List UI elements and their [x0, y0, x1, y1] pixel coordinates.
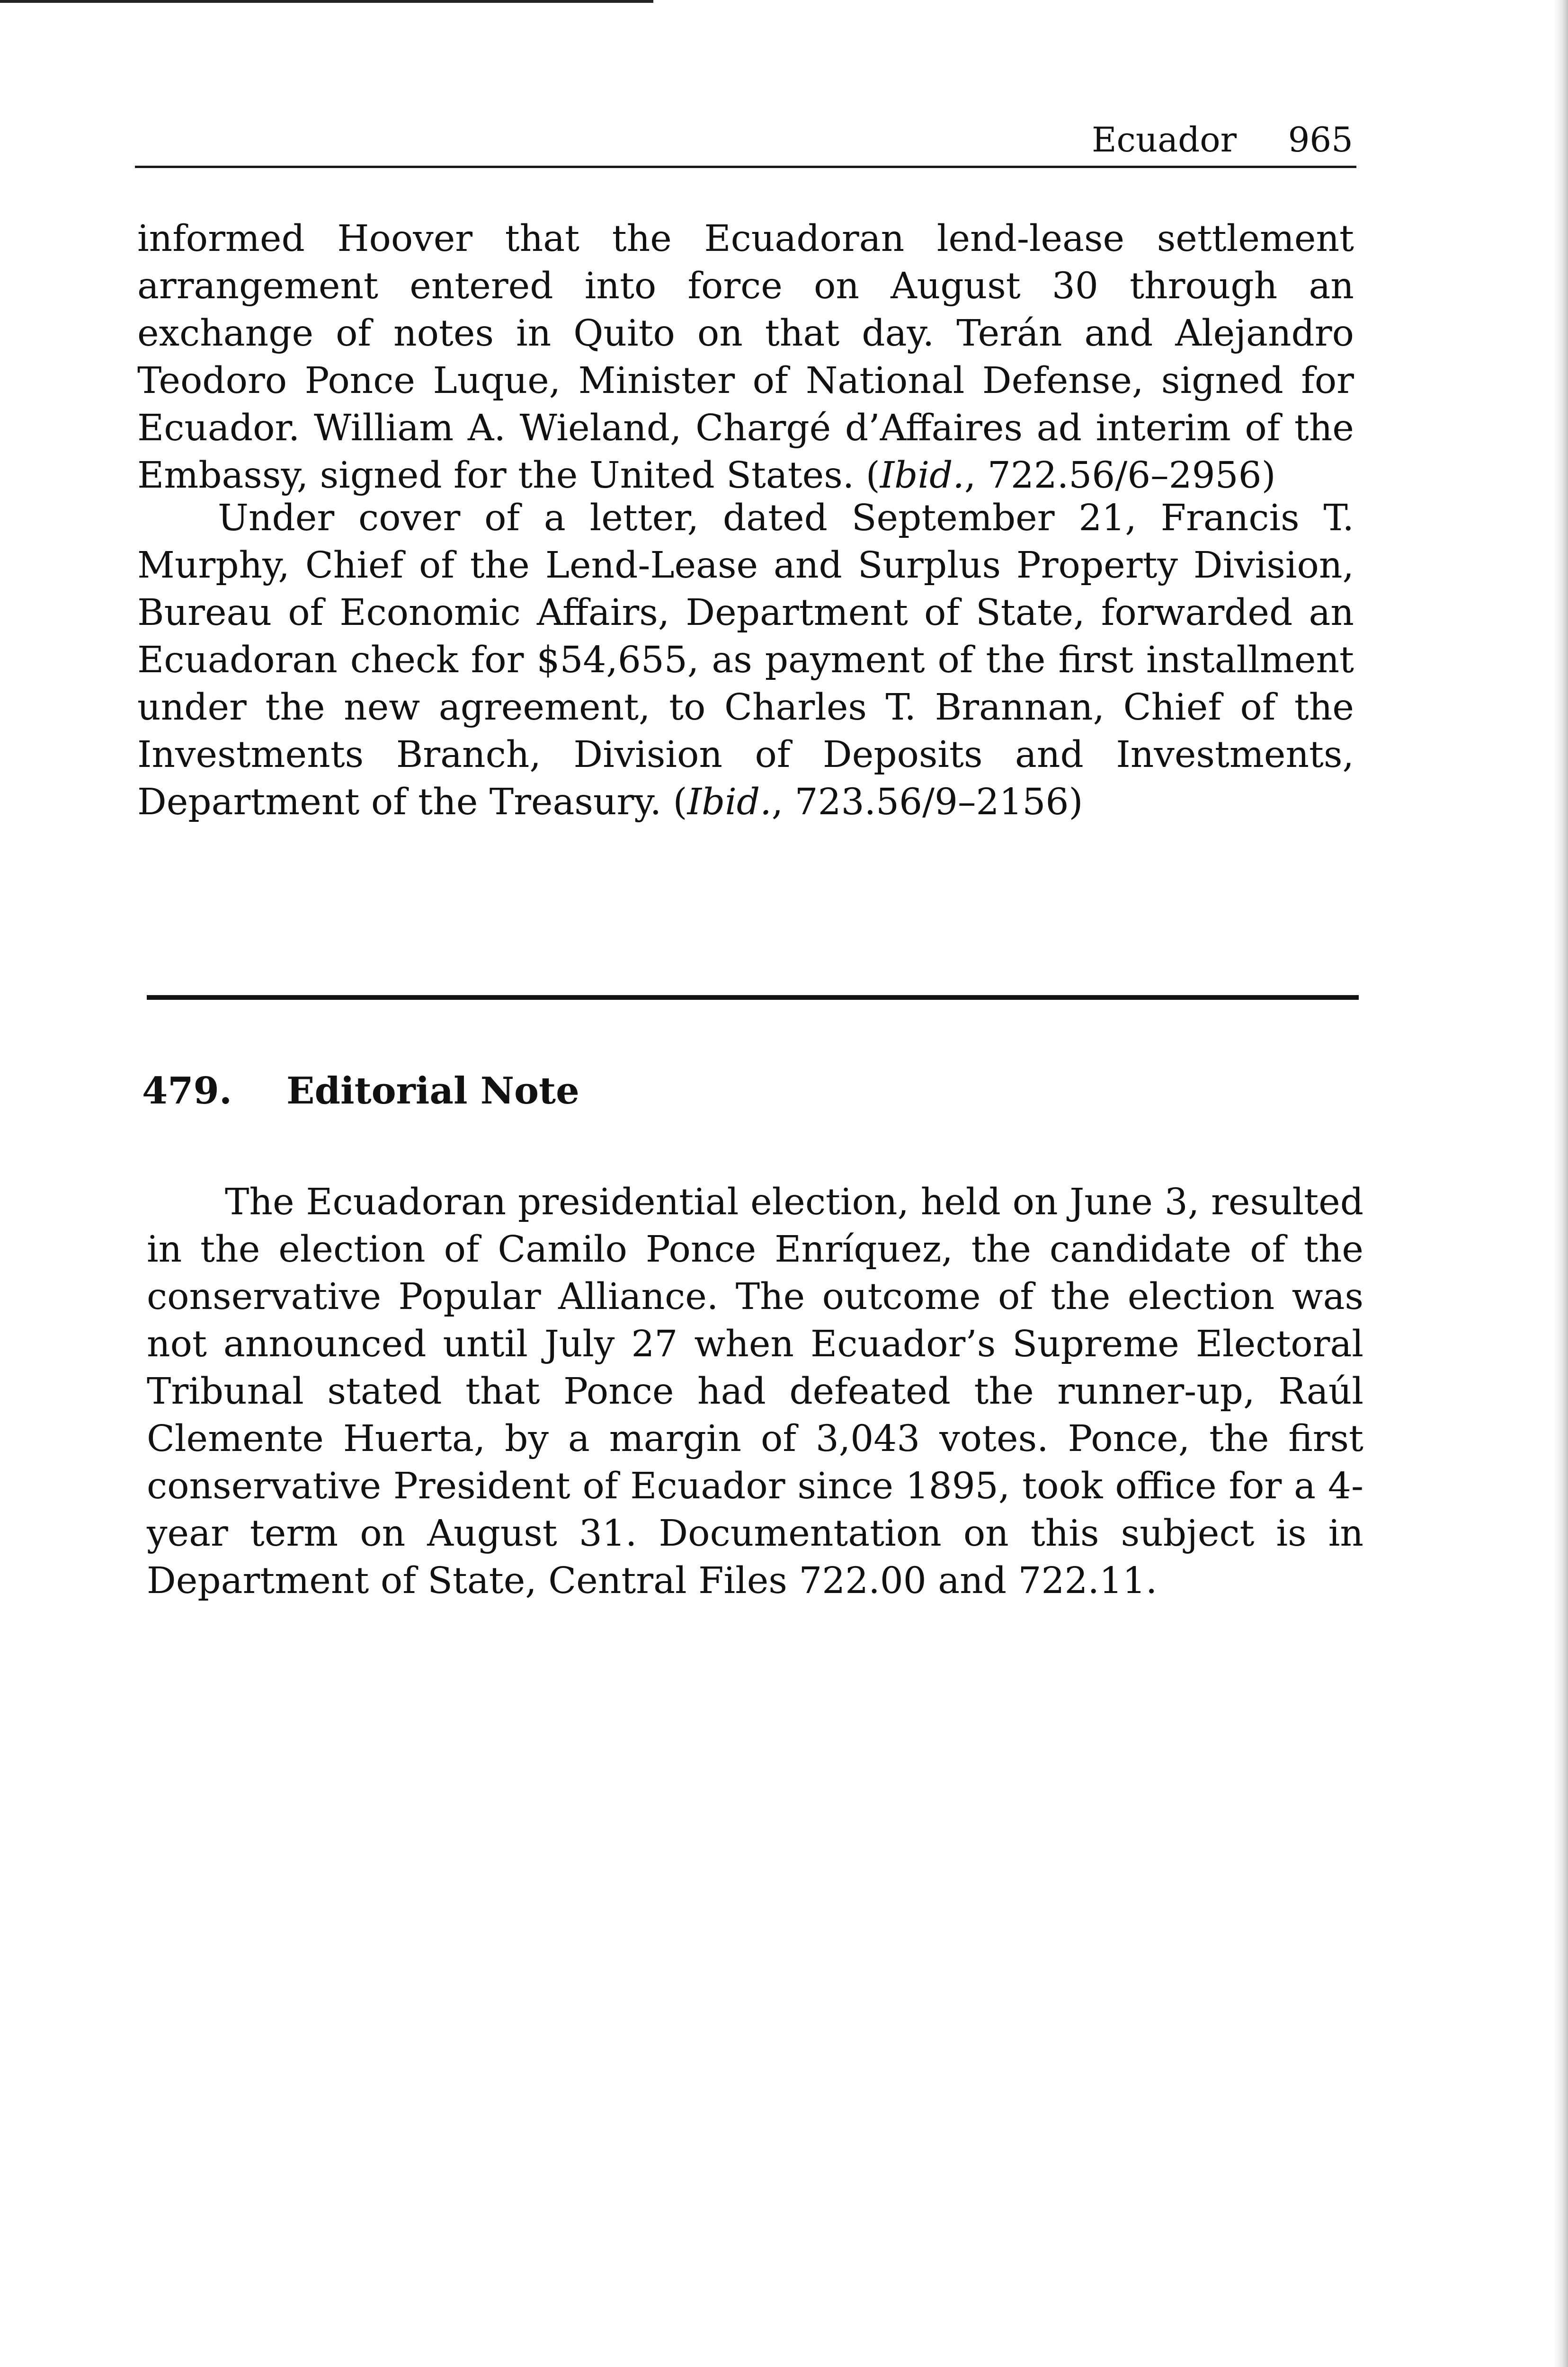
ibid-reference: Ibid. — [687, 781, 772, 823]
section-heading — [142, 1070, 579, 1112]
continued-paragraph-body: informed Hoover that the Ecuadoran lend-lease settlement arrangement entered into force on August 30 through an exchange of notes in Quito on that day. Terán and Alejandro Teodoro Ponce Luque, Minister of National Defense, signed for Ecuador. William A. Wieland, Chargé d’Affaires ad interim of the Embassy, signed for the United States. ( — [137, 218, 1354, 497]
document-number: 479. — [142, 1069, 232, 1112]
murphy-paragraph-body: Under cover of a letter, dated September 21, Francis T. Murphy, Chief of the Lend-Lease and Surplus Property Division, Bureau of Economic Affairs, Department of State, forwarded an Ecuadoran check for $54,655, as payment of the first installment under the new agreement, to Charles T. Brannan, Chief of the Investments Branch, Division of Deposits and Investments, Department of the Treasury. ( — [137, 497, 1354, 823]
editorial-note-text: The Ecuadoran presidential election, held on June 3, resulted in the election of Camilo Ponce Enríquez, the candidate of the conservative Popular Alliance. The outcome of the election was not announced until July 27 when Ecuador’s Supreme Electoral Tribunal stated that Ponce had defeated the runner-up, Raúl Clemente Huerta, by a margin of 3,043 votes. Ponce, the first conservative President of Ecuador since 1895, took office for a 4-year term on August 31. Documentation on this subject is in Department of State, Central Files 722.00 and 722.11. — [147, 1181, 1363, 1602]
page-number: 965 — [1288, 120, 1353, 160]
continued-paragraph-text — [137, 215, 1354, 499]
scan-page-edge — [1554, 0, 1568, 2367]
scan-top-rule — [0, 0, 653, 3]
continued-paragraph — [137, 215, 1354, 499]
file-citation: , 722.56/6–2956) — [964, 454, 1276, 497]
ibid-reference: Ibid. — [880, 454, 964, 497]
running-head-title: Ecuador — [1092, 120, 1237, 160]
section-divider — [147, 995, 1359, 1000]
murphy-paragraph-text — [137, 495, 1354, 826]
editorial-note-paragraph — [147, 1179, 1363, 1605]
file-citation: , 723.56/9–2156) — [771, 781, 1083, 823]
section-title: Editorial Note — [286, 1069, 579, 1112]
murphy-paragraph — [137, 495, 1354, 826]
running-head — [1084, 121, 1354, 159]
running-head-rule — [135, 166, 1356, 168]
